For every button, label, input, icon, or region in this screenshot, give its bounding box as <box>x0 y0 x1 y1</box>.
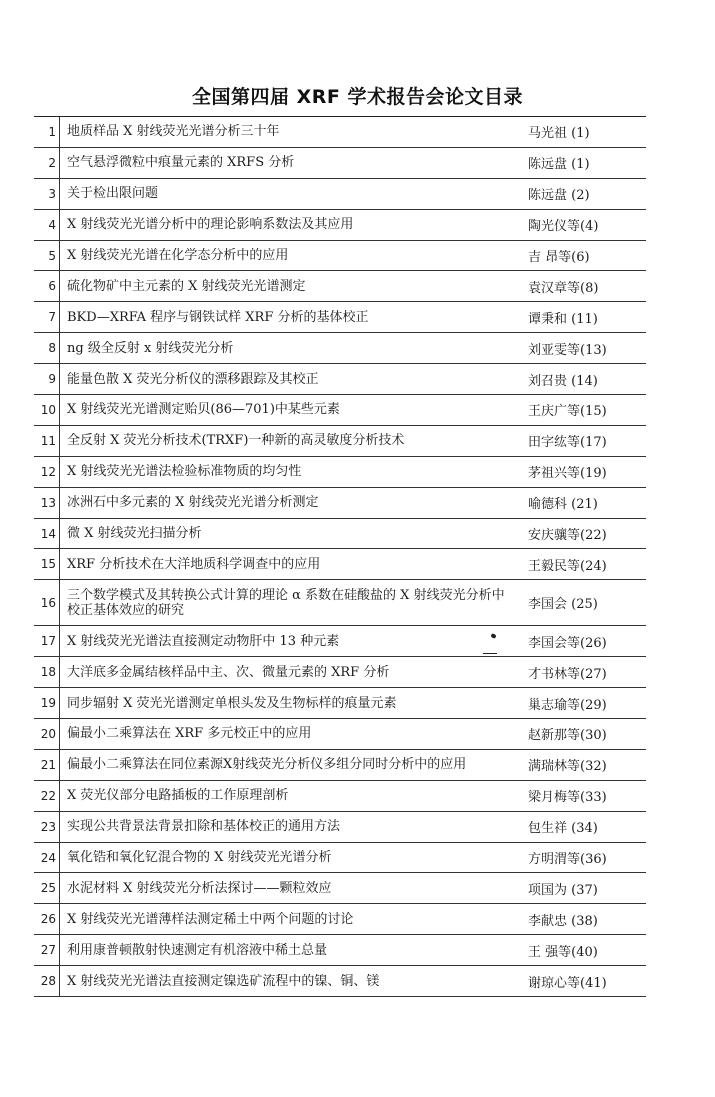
toc-row <box>34 117 646 148</box>
entry-title: 冰洲石中多元素的 X 射线荧光光谱分析测定 <box>67 495 319 511</box>
entry-number: 19 <box>34 688 60 718</box>
entry-title: ng 级全反射 x 射线荧光分析 <box>67 340 234 356</box>
toc-row <box>34 395 646 426</box>
entry-number: 22 <box>34 781 60 811</box>
entry-author-page: 吉 昂等(6) <box>528 250 590 265</box>
entry-author-page: 陈远盘 (2) <box>528 188 590 204</box>
entry-author-page: 田字纮等(17) <box>528 435 607 451</box>
entry-number: 1 <box>34 117 60 147</box>
entry-author-page: 茅祖兴等(19) <box>528 466 607 482</box>
entry-author-page: 李国会等(26) <box>528 635 607 651</box>
entry-number: 8 <box>34 333 60 363</box>
toc-row <box>34 719 646 750</box>
entry-author-page: 刘召贵 (14) <box>528 373 598 389</box>
entry-number: 21 <box>34 750 60 780</box>
entry-number: 9 <box>34 364 60 394</box>
entry-author-page: 谭秉和 (11) <box>528 311 598 327</box>
toc-row <box>34 688 646 719</box>
toc-row <box>34 626 646 657</box>
entry-title: X 射线荧光光谱法检验标准物质的均匀性 <box>67 464 302 480</box>
entry-number: 23 <box>34 812 60 842</box>
entry-author-page: 喻德科 (21) <box>528 497 598 513</box>
entry-title: 地质样品 X 射线荧光光谱分析三十年 <box>67 124 280 140</box>
entry-title: 关于检出限问题 <box>67 186 159 202</box>
toc-row <box>34 549 646 580</box>
toc-row <box>34 333 646 364</box>
entry-author-page: 才书林等(27) <box>528 666 607 682</box>
entry-number: 17 <box>34 626 60 656</box>
toc-row <box>34 904 646 935</box>
entry-title: 氧化锆和氧化钇混合物的 X 射线荧光光谱分析 <box>67 850 332 866</box>
entry-author-page: 袁汉章等(8) <box>528 280 599 296</box>
entry-author-page: 陈远盘 (1) <box>528 157 590 173</box>
entry-title: X 射线荧光光谱法直接测定镍选矿流程中的镍、铜、镁 <box>67 973 380 989</box>
entry-author-page: 包生祥 (34) <box>528 821 598 837</box>
entry-title: 全反射 X 荧光分析技术(TRXF)一种新的高灵敏度分析技术 <box>67 433 405 449</box>
entry-number: 4 <box>34 210 60 240</box>
toc-row <box>34 241 646 272</box>
toc-row <box>34 657 646 688</box>
scan-speck <box>483 653 497 654</box>
entry-title: 利用康普顿散射快速测定有机溶液中稀土总量 <box>67 942 328 958</box>
entry-author-page: 谢琼心等(41) <box>528 975 607 991</box>
entry-title: 能量色散 X 荧光分析仪的漂移跟踪及其校正 <box>67 371 319 387</box>
toc-row <box>34 580 646 626</box>
toc-table <box>34 116 646 997</box>
entry-number: 7 <box>34 302 60 332</box>
entry-title: 大洋底多金属结核样品中主、次、微量元素的 XRF 分析 <box>67 664 390 680</box>
entry-title: X 射线荧光光谱薄样法测定稀土中两个问题的讨论 <box>67 911 354 927</box>
entry-number: 13 <box>34 488 60 518</box>
toc-row <box>34 519 646 550</box>
entry-number: 3 <box>34 179 60 209</box>
entry-title: X 射线荧光光谱在化学态分析中的应用 <box>67 248 289 263</box>
entry-author-page: 梁月梅等(33) <box>528 790 607 806</box>
entry-title: X 射线荧光光谱法直接测定动物肝中 13 种元素 <box>67 633 340 649</box>
toc-row <box>34 488 646 519</box>
toc-row <box>34 364 646 395</box>
entry-title: X 射线荧光光谱测定贻贝(86—701)中某些元素 <box>67 402 340 418</box>
toc-row <box>34 179 646 210</box>
toc-row <box>34 750 646 781</box>
entry-title: X 射线荧光光谱分析中的理论影响系数法及其应用 <box>67 217 354 233</box>
entry-title: BKD—XRFA 程序与钢铁试样 XRF 分析的基体校正 <box>67 309 369 325</box>
entry-number: 26 <box>34 904 60 934</box>
entry-title: X 荧光仪部分电路插板的工作原理剖析 <box>67 788 289 804</box>
entry-author-page: 巢志瑜等(29) <box>528 697 607 713</box>
entry-number: 2 <box>34 148 60 178</box>
toc-row <box>34 935 646 966</box>
toc-row <box>34 843 646 874</box>
entry-number: 14 <box>34 519 60 549</box>
entry-number: 24 <box>34 843 60 873</box>
toc-row <box>34 781 646 812</box>
entry-number: 16 <box>34 580 60 625</box>
entry-title: 硫化物矿中主元素的 X 射线荧光光谱测定 <box>67 278 306 294</box>
entry-author-page: 王毅民等(24) <box>528 558 607 574</box>
entry-author-page: 刘亚雯等(13) <box>528 342 607 358</box>
entry-number: 20 <box>34 719 60 749</box>
entry-title: 微 X 射线荧光扫描分析 <box>67 526 202 542</box>
entry-author-page: 安庆骧等(22) <box>528 528 607 544</box>
entry-number: 5 <box>34 241 60 271</box>
entry-number: 25 <box>34 873 60 903</box>
entry-number: 28 <box>34 966 60 996</box>
entry-author-page: 项国为 (37) <box>528 882 598 898</box>
entry-author-page: 王 强等(40) <box>528 944 598 960</box>
entry-title: XRF 分析技术在大洋地质科学调查中的应用 <box>67 556 321 572</box>
entry-number: 18 <box>34 657 60 687</box>
entry-author-page: 满瑞林等(32) <box>528 759 607 775</box>
entry-number: 10 <box>34 395 60 425</box>
entry-author-page: 方明渭等(36) <box>528 852 607 868</box>
entry-author-page: 马光祖 (1) <box>528 126 590 142</box>
entry-number: 27 <box>34 935 60 965</box>
entry-author-page: 赵新那等(30) <box>528 728 607 744</box>
toc-row <box>34 812 646 843</box>
entry-number: 12 <box>34 457 60 487</box>
entry-title: 偏最小二乘算法在同位素源X射线荧光分析仪多组分同时分析中的应用 <box>67 757 467 773</box>
entry-title: 水泥材料 X 射线荧光分析法探讨——颗粒效应 <box>67 880 332 896</box>
entry-title: 三个数学模式及其转换公式计算的理论 α 系数在硅酸盐的 X 射线荧光分析中校正基体效应的研究 <box>67 587 505 618</box>
toc-row <box>34 426 646 457</box>
entry-author-page: 陶光仪等(4) <box>528 219 599 235</box>
toc-row <box>34 966 646 997</box>
entry-number: 15 <box>34 549 60 579</box>
entry-author-page: 王庆广等(15) <box>528 404 607 420</box>
toc-row <box>34 873 646 904</box>
entry-title: 偏最小二乘算法在 XRF 多元校正中的应用 <box>67 726 312 742</box>
toc-row <box>34 302 646 333</box>
toc-row <box>34 148 646 179</box>
entry-number: 6 <box>34 271 60 301</box>
page-title: 全国第四届 XRF 学术报告会论文目录 <box>192 86 523 108</box>
entry-number: 11 <box>34 426 60 456</box>
entry-author-page: 李国会 (25) <box>528 597 598 613</box>
entry-title: 空气悬浮微粒中痕量元素的 XRFS 分析 <box>67 155 295 171</box>
entry-author-page: 李献忠 (38) <box>528 913 598 929</box>
toc-row <box>34 210 646 241</box>
toc-row <box>34 271 646 302</box>
entry-title: 同步辐射 X 荧光光谱测定单根头发及生物标样的痕量元素 <box>67 695 397 711</box>
entry-title: 实现公共背景法背景扣除和基体校正的通用方法 <box>67 819 341 835</box>
toc-row <box>34 457 646 488</box>
